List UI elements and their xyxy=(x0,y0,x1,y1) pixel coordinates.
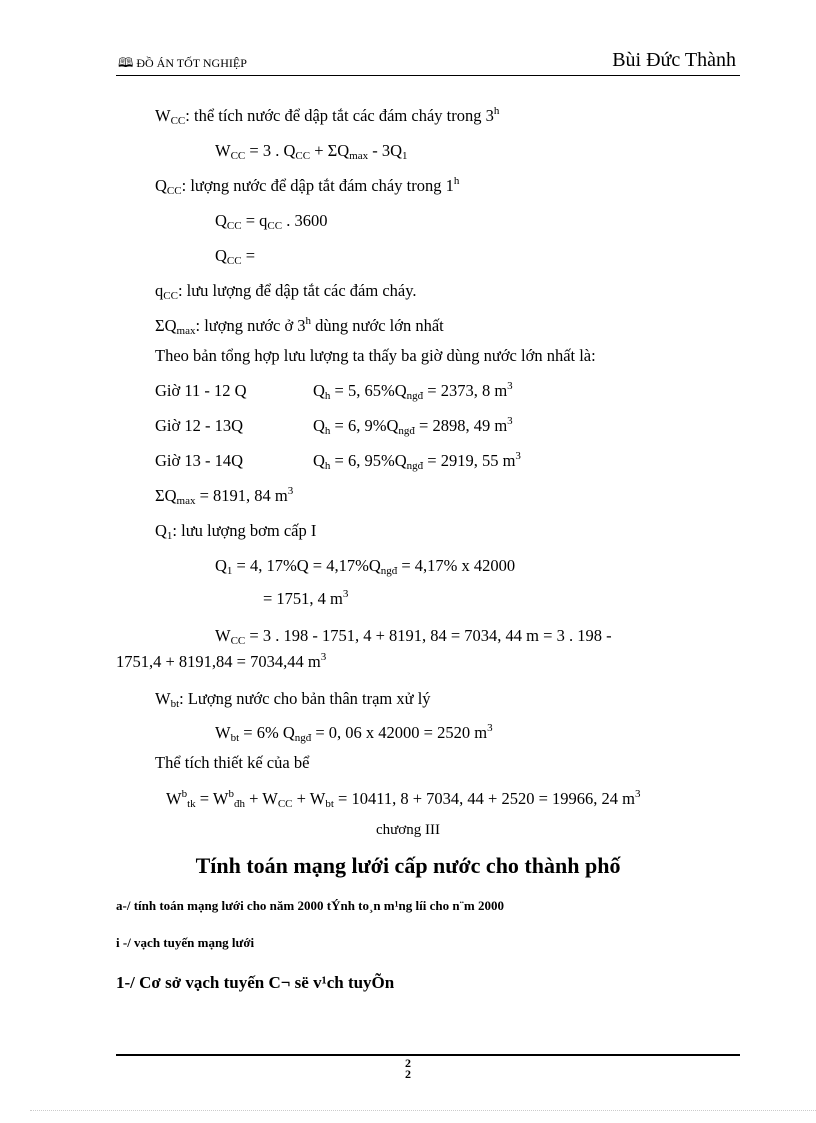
book-icon: 🕮 xyxy=(118,55,134,70)
qcc-flow-definition: $q_{CC}$: lưu lượng để dập tắt các đám cháy. xyxy=(155,281,417,302)
wcc-calculation-continued: 1751,4 + 8191,84 = 7034,44 $m^3$ xyxy=(116,651,327,671)
header-left xyxy=(118,54,247,76)
chapter-label: chương III xyxy=(376,822,440,838)
q1-formula: $Q_1 = 4$, $17\%Q = 4,17\%Q_{ngđ} = 4,17\%$ x 42000 xyxy=(215,556,516,577)
qcc-formula: $Q_{CC} = q_{CC}$ . 3600 xyxy=(215,211,328,232)
wbt-formula: $W_{bt} = 6\%$ $Q_{ngđ} = 0$, 06 x 42000 = 2520 $m^3$ xyxy=(215,722,493,744)
subsection-1: 1-/ Cơ sở vạch tuyến C¬ së v¹ch tuyÕn xyxy=(116,973,395,992)
sumq-value: $\Sigma Q_{max} = 8191$, 84 $m^3$ xyxy=(155,485,294,507)
header-rule xyxy=(116,75,740,76)
sumq-definition: $\Sigma Q_{max}$: lượng nước ở 3$^h$ dùng nước lớn nhất xyxy=(155,315,444,337)
footer-rule xyxy=(116,1054,740,1056)
page-edge xyxy=(30,1110,816,1111)
subsection-i: i -/ vạch tuyến mạng lưới xyxy=(116,935,255,950)
qcc-definition: $Q_{CC}$: lượng nước để dập tắt đám cháy trong 1$^h$ xyxy=(155,175,460,197)
header-left-text: ĐỒ ÁN TỐT NGHIỆP xyxy=(136,56,247,70)
tank-volume-title: Thể tích thiết kế của bể xyxy=(155,753,310,772)
section-title: Tính toán mạng lưới cấp nước cho thành phố xyxy=(195,853,621,878)
subsection-a: a-/ tính toán mạng lưới cho năm 2000 tÝnh to¸n m¹ng líi cho n¨m 2000 xyxy=(116,898,504,913)
header-author: Bùi Đức Thành xyxy=(612,49,736,71)
wcc-formula: $W_{CC} = 3$ . $Q_{CC} + \Sigma Q_{max} - 3Q_1$ xyxy=(215,141,408,162)
hour-row-3: Giờ 13 - 14Q $Q_h = 6$, $95\%Q_{ngđ} = 2919$, 55 $m^3$ xyxy=(155,450,521,472)
hour-row-2: Giờ 12 - 13Q $Q_h = 6$, $9\%Q_{ngđ} = 2898$, 49 $m^3$ xyxy=(155,415,513,437)
wcc-definition: $W_{CC}$: thể tích nước để dập tắt các đám cháy trong 3$^h$ xyxy=(155,105,500,127)
summary-sentence: Theo bản tổng hợp lưu lượng ta thấy ba giờ dùng nước lớn nhất là: xyxy=(155,346,596,365)
page-number: 2 2 xyxy=(405,1056,411,1081)
wcc-calculation: $W_{CC} = 3$ . 198 - 1751, 4 + 8191, 84 = 7034, 44 m = 3 . 198 - xyxy=(215,626,612,647)
wbt-definition: $W_{bt}$: Lượng nước cho bản thân trạm xử lý xyxy=(155,689,431,710)
tank-volume-formula: $W^b_{tk} = W^b_{đh} + W_{CC} + W_{bt} = 10411$, 8 + 7034, 44 + 2520 = 19966, 24 $m^3$ xyxy=(166,788,641,810)
q1-result: = 1751, 4 $m^3$ xyxy=(263,588,349,608)
q1-definition: $Q_1$: lưu lượng bơm cấp I xyxy=(155,521,317,542)
qcc-value: $Q_{CC}$ = xyxy=(215,246,256,267)
hour-row-1: Giờ 11 - 12 Q $Q_h = 5$, $65\%Q_{ngđ} = 2373$, 8 $m^3$ xyxy=(155,380,513,402)
